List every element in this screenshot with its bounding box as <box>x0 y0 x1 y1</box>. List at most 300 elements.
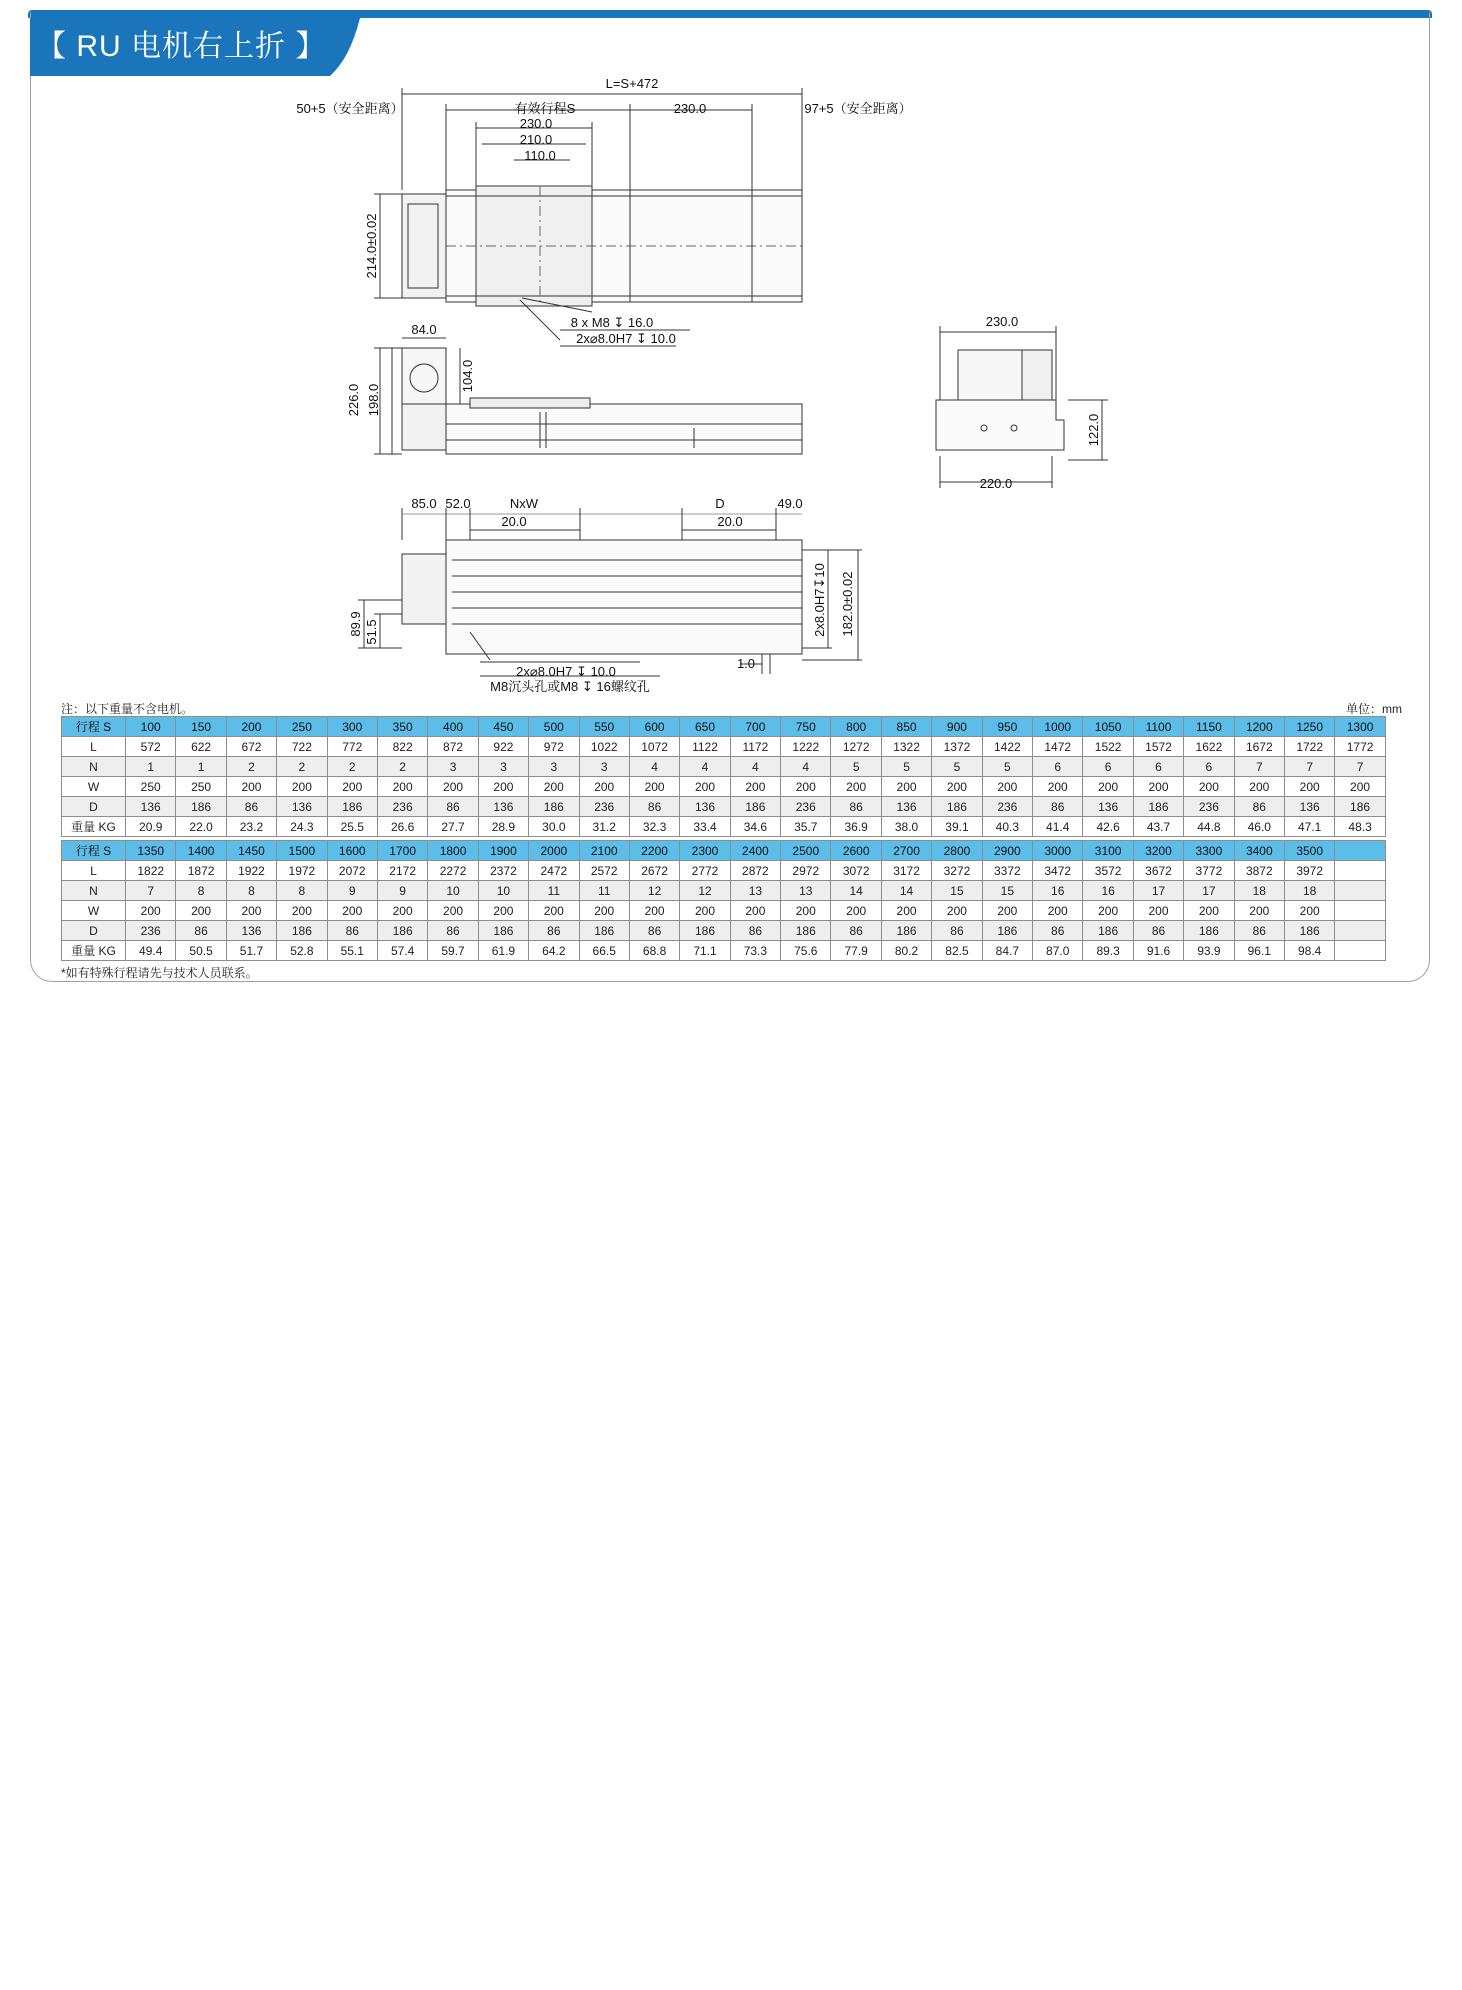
table-cell: 1122 <box>680 737 730 757</box>
dim-226: 226.0 <box>346 383 361 417</box>
stroke-header-row <box>62 717 1386 737</box>
table-cell: 75.6 <box>781 941 831 961</box>
table-cell: 186 <box>327 797 377 817</box>
table-cell: 200 <box>1033 777 1083 797</box>
table-row <box>62 737 1386 757</box>
table-cell: 200 <box>982 901 1032 921</box>
table-cell: 22.0 <box>176 817 226 837</box>
row-label: 行程 S <box>62 841 126 861</box>
table-cell: 1022 <box>579 737 629 757</box>
table-cell: 77.9 <box>831 941 881 961</box>
table-cell: 200 <box>428 901 478 921</box>
table-cell: 34.6 <box>730 817 780 837</box>
table-cell: 622 <box>176 737 226 757</box>
table-cell: 200 <box>1234 777 1284 797</box>
table-cell: 186 <box>277 921 327 941</box>
table-cell: 48.3 <box>1335 817 1385 837</box>
table-cell: 200 <box>327 777 377 797</box>
table-cell: 52.8 <box>277 941 327 961</box>
table-cell: 200 <box>1184 777 1234 797</box>
dim-230-top: 230.0 <box>673 101 707 116</box>
stroke-cell: 2600 <box>831 841 881 861</box>
stroke-cell: 1300 <box>1335 717 1385 737</box>
dim-182: 182.0±0.02 <box>840 571 855 637</box>
table-cell: 200 <box>680 901 730 921</box>
table-cell: 200 <box>629 777 679 797</box>
table-cell: 98.4 <box>1284 941 1334 961</box>
table-cell: 186 <box>1335 797 1385 817</box>
table-cell: 186 <box>932 797 982 817</box>
table-cell: 71.1 <box>680 941 730 961</box>
table-cell: 14 <box>881 881 931 901</box>
table-cell: 136 <box>680 797 730 817</box>
table-cell: 6 <box>1133 757 1183 777</box>
stroke-header-row <box>62 841 1386 861</box>
table-cell: 200 <box>982 777 1032 797</box>
dim-end-230: 230.0 <box>985 314 1019 329</box>
table-cell: 200 <box>1184 901 1234 921</box>
table-row <box>62 901 1386 921</box>
table-cell: 86 <box>1033 797 1083 817</box>
table-cell: 1322 <box>881 737 931 757</box>
stroke-cell: 2300 <box>680 841 730 861</box>
table-cell: 186 <box>1083 921 1133 941</box>
table-cell: 1622 <box>1184 737 1234 757</box>
table-cell: 5 <box>982 757 1032 777</box>
table-cell: 200 <box>428 777 478 797</box>
table-cell: 186 <box>529 797 579 817</box>
table-cell: 96.1 <box>1234 941 1284 961</box>
row-label: D <box>62 797 126 817</box>
table-cell: 3072 <box>831 861 881 881</box>
table-cell: 200 <box>629 901 679 921</box>
table-cell: 200 <box>277 777 327 797</box>
table-cell: 186 <box>478 921 528 941</box>
table-row <box>62 941 1386 961</box>
table-cell: 200 <box>1284 777 1334 797</box>
table-cell: 200 <box>730 777 780 797</box>
table-cell: 722 <box>277 737 327 757</box>
table-cell: 200 <box>226 777 276 797</box>
table-cell: 59.7 <box>428 941 478 961</box>
table-cell: 86 <box>831 921 881 941</box>
table-cell: 86 <box>1133 921 1183 941</box>
stroke-cell: 1500 <box>277 841 327 861</box>
row-label: 重量 KG <box>62 817 126 837</box>
table-cell: 186 <box>1184 921 1234 941</box>
table-cell: 31.2 <box>579 817 629 837</box>
table-cell: 200 <box>1033 901 1083 921</box>
table-cell: 200 <box>529 901 579 921</box>
table-cell: 27.7 <box>428 817 478 837</box>
table-cell: 200 <box>176 901 226 921</box>
table-cell: 86 <box>226 797 276 817</box>
table-cell: 23.2 <box>226 817 276 837</box>
row-label: N <box>62 757 126 777</box>
table-cell: 236 <box>781 797 831 817</box>
table-cell: 5 <box>831 757 881 777</box>
stroke-cell: 3000 <box>1033 841 1083 861</box>
table-cell: 186 <box>881 921 931 941</box>
dim-85: 85.0 <box>411 496 437 511</box>
table-cell: 2 <box>277 757 327 777</box>
table-cell: 200 <box>579 777 629 797</box>
table-cell: 922 <box>478 737 528 757</box>
table-cell: 4 <box>730 757 780 777</box>
table-cell: 7 <box>1335 757 1385 777</box>
table-cell: 1222 <box>781 737 831 757</box>
stroke-cell: 750 <box>781 717 831 737</box>
table-cell: 4 <box>629 757 679 777</box>
table-cell: 13 <box>730 881 780 901</box>
table-cell: 80.2 <box>881 941 931 961</box>
table-cell: 1072 <box>629 737 679 757</box>
table-cell: 16 <box>1033 881 1083 901</box>
table-cell: 9 <box>377 881 427 901</box>
stroke-cell: 950 <box>982 717 1032 737</box>
table-cell: 1722 <box>1284 737 1334 757</box>
table-cell: 16 <box>1083 881 1133 901</box>
stroke-cell: 500 <box>529 717 579 737</box>
table-cell: 51.7 <box>226 941 276 961</box>
table-cell: 200 <box>478 901 528 921</box>
table-cell: 86 <box>428 921 478 941</box>
table-cell: 3 <box>428 757 478 777</box>
table-cell: 872 <box>428 737 478 757</box>
table-cell: 772 <box>327 737 377 757</box>
table-cell: 2772 <box>680 861 730 881</box>
table-cell: 186 <box>982 921 1032 941</box>
table-cell: 66.5 <box>579 941 629 961</box>
stroke-table-2 <box>61 840 1386 961</box>
dim-nxw: NxW <box>509 496 539 511</box>
table-cell <box>1335 901 1385 921</box>
table-cell: 17 <box>1133 881 1183 901</box>
table-cell: 2072 <box>327 861 377 881</box>
dim-end-122: 122.0 <box>1086 413 1101 447</box>
dim-20-left: 20.0 <box>501 514 527 529</box>
table-cell: 3272 <box>932 861 982 881</box>
table-cell: 49.4 <box>126 941 176 961</box>
table-cell: 93.9 <box>1184 941 1234 961</box>
table-cell: 3972 <box>1284 861 1334 881</box>
table-cell: 89.3 <box>1083 941 1133 961</box>
table-cell: 5 <box>881 757 931 777</box>
table-cell: 14 <box>831 881 881 901</box>
table-cell: 236 <box>377 797 427 817</box>
table-cell: 7 <box>1284 757 1334 777</box>
table-cell: 10 <box>478 881 528 901</box>
table-cell: 36.9 <box>831 817 881 837</box>
table-cell: 186 <box>1284 921 1334 941</box>
table-cell: 186 <box>579 921 629 941</box>
table-cell: 200 <box>277 901 327 921</box>
table-row <box>62 797 1386 817</box>
table-cell: 86 <box>932 921 982 941</box>
table-cell: 2372 <box>478 861 528 881</box>
table-cell <box>1335 921 1385 941</box>
dim-safe-left: 50+5（安全距离） <box>296 101 404 116</box>
stroke-cell: 2200 <box>629 841 679 861</box>
table-cell: 3172 <box>881 861 931 881</box>
table-cell: 2172 <box>377 861 427 881</box>
table-cell: 186 <box>176 797 226 817</box>
stroke-cell: 1900 <box>478 841 528 861</box>
stroke-cell: 3500 <box>1284 841 1334 861</box>
table-cell: 25.5 <box>327 817 377 837</box>
table-cell: 86 <box>730 921 780 941</box>
stroke-cell: 200 <box>226 717 276 737</box>
stroke-cell: 1450 <box>226 841 276 861</box>
table-cell: 200 <box>932 777 982 797</box>
dim-height-214: 214.0±0.02 <box>364 213 379 279</box>
table-cell: 55.1 <box>327 941 377 961</box>
table-cell: 236 <box>1184 797 1234 817</box>
dim-pin-v: 2x8.0H7↧10 <box>812 563 827 637</box>
table-cell: 200 <box>579 901 629 921</box>
table-cell: 136 <box>1083 797 1133 817</box>
stroke-cell: 1050 <box>1083 717 1133 737</box>
table-cell: 46.0 <box>1234 817 1284 837</box>
table-cell: 10 <box>428 881 478 901</box>
table-cell: 200 <box>730 901 780 921</box>
dim-effective-stroke: 有效行程S <box>514 101 576 116</box>
table-cell: 86 <box>529 921 579 941</box>
dim-110: 110.0 <box>524 148 556 163</box>
table-cell: 15 <box>982 881 1032 901</box>
table-cell: 136 <box>126 797 176 817</box>
table-cell: 200 <box>781 777 831 797</box>
table-cell: 86 <box>629 921 679 941</box>
table-cell: 186 <box>781 921 831 941</box>
table-cell: 61.9 <box>478 941 528 961</box>
stroke-cell: 650 <box>680 717 730 737</box>
table-cell: 1 <box>176 757 226 777</box>
stroke-cell: 1000 <box>1033 717 1083 737</box>
table-cell: 8 <box>226 881 276 901</box>
table-cell: 57.4 <box>377 941 427 961</box>
table-cell: 91.6 <box>1133 941 1183 961</box>
table-cell: 200 <box>1335 777 1385 797</box>
table-cell: 1972 <box>277 861 327 881</box>
table-cell: 6 <box>1184 757 1234 777</box>
dim-51: 51.5 <box>364 619 379 645</box>
page-title: 【 RU 电机右上折 】 <box>36 30 327 63</box>
table-cell: 68.8 <box>629 941 679 961</box>
table-cell: 3 <box>579 757 629 777</box>
stroke-cell: 400 <box>428 717 478 737</box>
table-cell: 186 <box>680 921 730 941</box>
table-cell: 236 <box>982 797 1032 817</box>
table-cell: 86 <box>1033 921 1083 941</box>
table-cell: 28.9 <box>478 817 528 837</box>
footer-note: *如有特殊行程请先与技术人员联系。 <box>61 966 258 980</box>
table-cell: 86 <box>327 921 377 941</box>
table-cell: 32.3 <box>629 817 679 837</box>
table-cell: 1872 <box>176 861 226 881</box>
stroke-cell: 1250 <box>1284 717 1334 737</box>
stroke-cell: 3400 <box>1234 841 1284 861</box>
stroke-cell: 3100 <box>1083 841 1133 861</box>
table-cell: 1172 <box>730 737 780 757</box>
table-cell: 3672 <box>1133 861 1183 881</box>
row-label: 行程 S <box>62 717 126 737</box>
table-cell: 200 <box>831 901 881 921</box>
stroke-cell: 1800 <box>428 841 478 861</box>
table-cell: 20.9 <box>126 817 176 837</box>
table-cell: 86 <box>629 797 679 817</box>
stroke-cell: 3300 <box>1184 841 1234 861</box>
table-cell: 1472 <box>1033 737 1083 757</box>
table-row <box>62 861 1386 881</box>
table-cell: 572 <box>126 737 176 757</box>
table-cell: 18 <box>1284 881 1334 901</box>
table-cell: 186 <box>730 797 780 817</box>
table-cell: 15 <box>932 881 982 901</box>
table-cell: 136 <box>277 797 327 817</box>
table-row <box>62 817 1386 837</box>
table-cell: 1422 <box>982 737 1032 757</box>
table-cell: 200 <box>377 777 427 797</box>
table-cell: 236 <box>126 921 176 941</box>
table-cell: 1372 <box>932 737 982 757</box>
stroke-cell: 1600 <box>327 841 377 861</box>
table-cell: 2 <box>226 757 276 777</box>
stroke-cell: 2700 <box>881 841 931 861</box>
dim-holes: M8沉头孔或M8 ↧ 16螺纹孔 <box>490 679 650 694</box>
table-cell: 86 <box>428 797 478 817</box>
table-cell: 47.1 <box>1284 817 1334 837</box>
table-cell: 86 <box>1234 921 1284 941</box>
table-cell: 26.6 <box>377 817 427 837</box>
table-cell: 8 <box>176 881 226 901</box>
table-cell: 1 <box>126 757 176 777</box>
table-cell: 41.4 <box>1033 817 1083 837</box>
table-cell: 44.8 <box>1184 817 1234 837</box>
table-cell: 200 <box>478 777 528 797</box>
table-cell: 12 <box>629 881 679 901</box>
table-cell: 30.0 <box>529 817 579 837</box>
table-cell: 136 <box>478 797 528 817</box>
table-cell: 33.4 <box>680 817 730 837</box>
stroke-cell <box>1335 841 1385 861</box>
table-cell: 3 <box>478 757 528 777</box>
row-label: W <box>62 901 126 921</box>
table-cell: 2 <box>327 757 377 777</box>
table-cell: 86 <box>831 797 881 817</box>
table-cell: 6 <box>1083 757 1133 777</box>
table-cell: 86 <box>176 921 226 941</box>
dim-pins-top: 2x⌀8.0H7 ↧ 10.0 <box>576 331 676 346</box>
stroke-cell: 1700 <box>377 841 427 861</box>
stroke-cell: 550 <box>579 717 629 737</box>
row-label: L <box>62 737 126 757</box>
table-cell: 3472 <box>1033 861 1083 881</box>
row-label: D <box>62 921 126 941</box>
table-cell: 1672 <box>1234 737 1284 757</box>
stroke-cell: 2500 <box>781 841 831 861</box>
table-cell: 11 <box>529 881 579 901</box>
stroke-cell: 300 <box>327 717 377 737</box>
table-cell: 822 <box>377 737 427 757</box>
table-cell: 200 <box>1083 901 1133 921</box>
table-cell: 200 <box>932 901 982 921</box>
table-cell: 186 <box>1133 797 1183 817</box>
stroke-cell: 1400 <box>176 841 226 861</box>
table-cell: 250 <box>126 777 176 797</box>
dim-20-right: 20.0 <box>717 514 743 529</box>
table-row <box>62 881 1386 901</box>
table-cell: 200 <box>1234 901 1284 921</box>
table-cell: 2 <box>377 757 427 777</box>
dim-screws: 8 x M8 ↧ 16.0 <box>570 315 654 330</box>
table-cell: 200 <box>377 901 427 921</box>
table-cell: 136 <box>1284 797 1334 817</box>
dim-d: D <box>715 496 725 511</box>
dim-safe-right: 97+5（安全距离） <box>804 101 912 116</box>
dim-89: 89.9 <box>348 611 363 637</box>
stroke-table-1 <box>61 716 1386 837</box>
table-cell: 136 <box>226 921 276 941</box>
table-row <box>62 777 1386 797</box>
table-cell: 4 <box>781 757 831 777</box>
table-cell: 5 <box>932 757 982 777</box>
row-label: 重量 KG <box>62 941 126 961</box>
table-cell: 4 <box>680 757 730 777</box>
stroke-cell: 250 <box>277 717 327 737</box>
table-cell: 3 <box>529 757 579 777</box>
table-row <box>62 757 1386 777</box>
row-label: N <box>62 881 126 901</box>
table-cell: 84.7 <box>982 941 1032 961</box>
table-cell: 11 <box>579 881 629 901</box>
stroke-cell: 2800 <box>932 841 982 861</box>
table-cell: 200 <box>881 901 931 921</box>
table-cell: 200 <box>831 777 881 797</box>
table-cell: 42.6 <box>1083 817 1133 837</box>
table-cell: 2272 <box>428 861 478 881</box>
dim-1: 1.0 <box>736 656 756 671</box>
table-cell: 39.1 <box>932 817 982 837</box>
stroke-cell: 600 <box>629 717 679 737</box>
table-cell: 7 <box>1234 757 1284 777</box>
table-cell: 2472 <box>529 861 579 881</box>
table-cell: 1272 <box>831 737 881 757</box>
table-cell: 24.3 <box>277 817 327 837</box>
table-cell: 35.7 <box>781 817 831 837</box>
table-cell: 87.0 <box>1033 941 1083 961</box>
dim-210: 210.0 <box>519 132 553 147</box>
stroke-cell: 100 <box>126 717 176 737</box>
table-cell: 200 <box>126 901 176 921</box>
weight-note: 注：以下重量不含电机。 <box>61 702 194 716</box>
technical-drawing <box>0 0 1462 700</box>
dim-52: 52.0 <box>445 496 471 511</box>
table-cell: 86 <box>1234 797 1284 817</box>
stroke-cell: 1200 <box>1234 717 1284 737</box>
table-cell: 43.7 <box>1133 817 1183 837</box>
stroke-cell: 150 <box>176 717 226 737</box>
table-cell: 1922 <box>226 861 276 881</box>
table-row <box>62 921 1386 941</box>
stroke-cell: 800 <box>831 717 881 737</box>
table-cell: 1572 <box>1133 737 1183 757</box>
table-cell: 2672 <box>629 861 679 881</box>
dim-230: 230.0 <box>519 116 553 131</box>
dim-104: 104.0 <box>460 359 475 393</box>
stroke-cell: 450 <box>478 717 528 737</box>
stroke-cell: 2400 <box>730 841 780 861</box>
